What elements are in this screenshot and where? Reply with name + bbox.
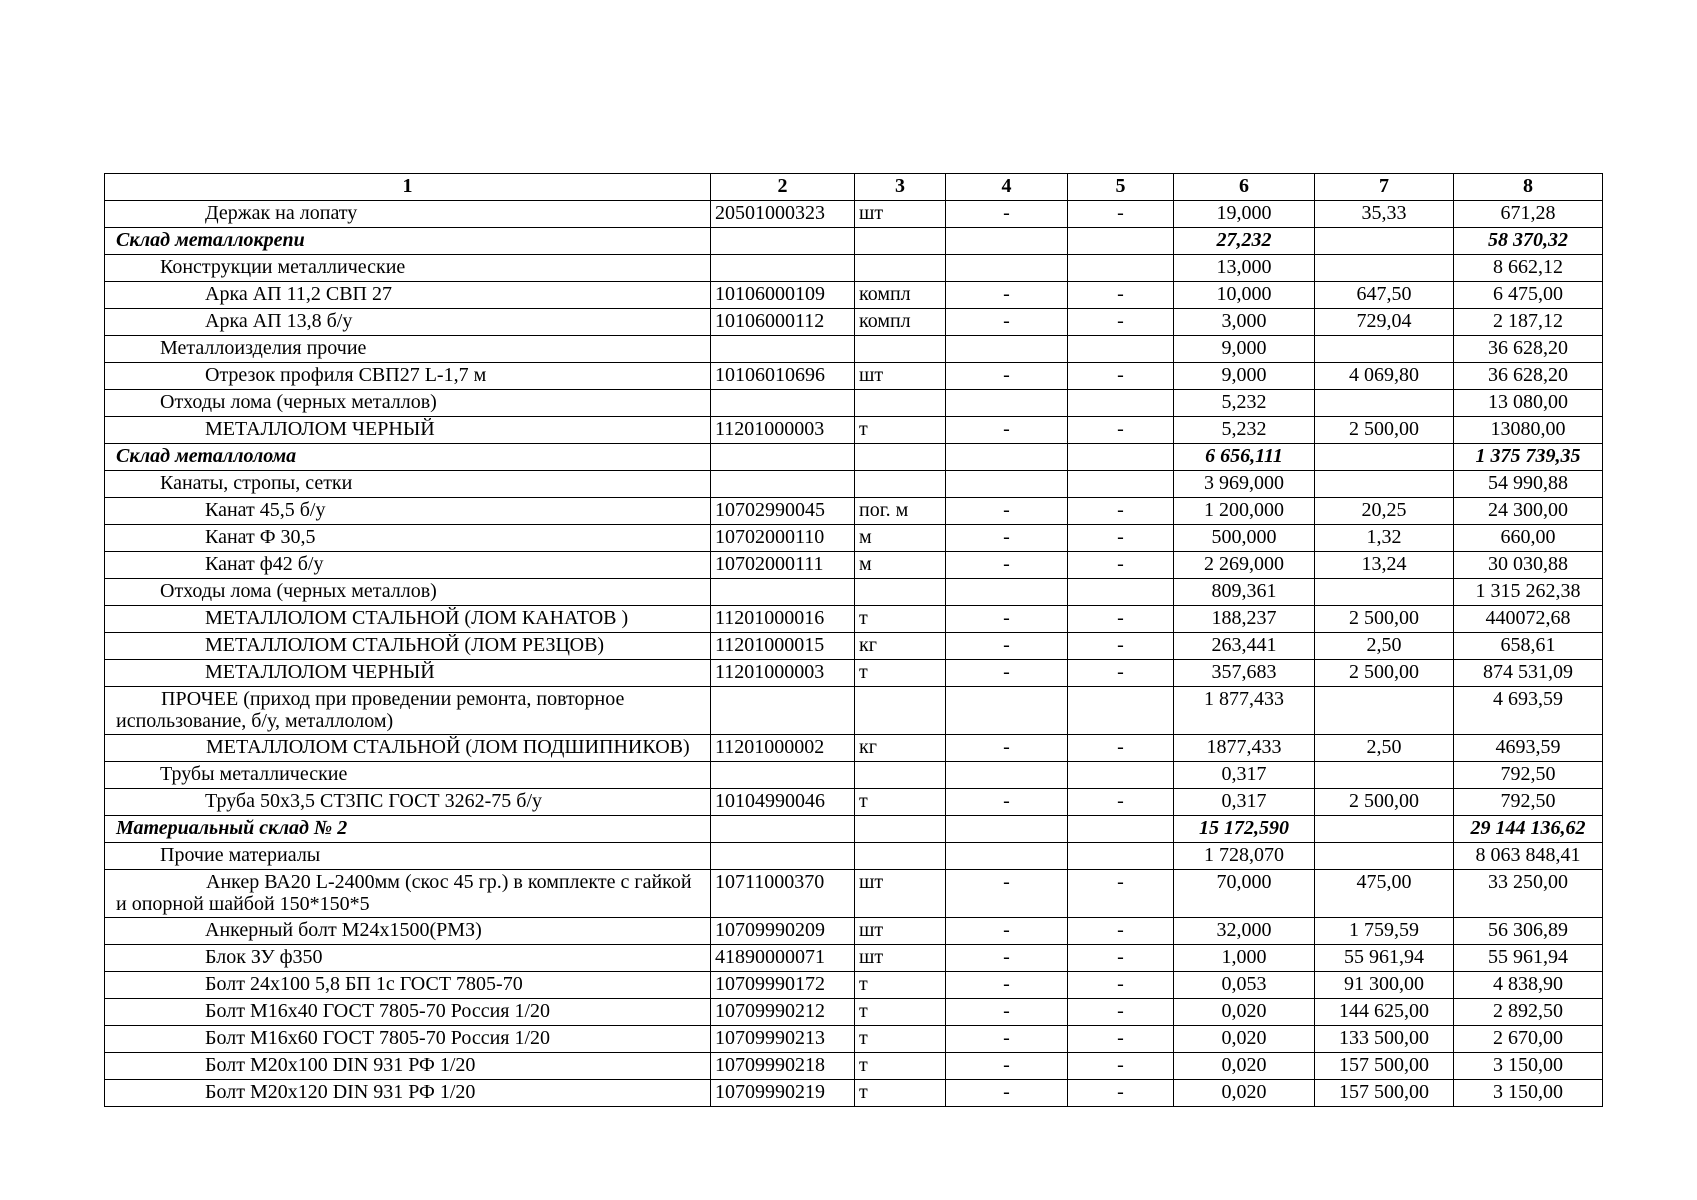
quantity-cell: 27,232 [1174, 228, 1315, 255]
sum-cell: 792,50 [1454, 789, 1603, 816]
price-cell: 4 069,80 [1315, 363, 1454, 390]
column-5-cell: - [1068, 999, 1174, 1026]
item-code-cell [711, 228, 855, 255]
sum-cell: 33 250,00 [1454, 870, 1603, 918]
column-5-cell: - [1068, 417, 1174, 444]
unit-cell: кг [855, 735, 946, 762]
sum-cell: 58 370,32 [1454, 228, 1603, 255]
item-code-cell: 11201000002 [711, 735, 855, 762]
table-header-row [105, 174, 1603, 201]
inventory-table [104, 173, 1603, 1107]
item-code-cell: 11201000003 [711, 417, 855, 444]
quantity-cell: 19,000 [1174, 201, 1315, 228]
item-code-cell: 10711000370 [711, 870, 855, 918]
column-header-7: 7 [1315, 174, 1454, 201]
price-cell: 2 500,00 [1315, 417, 1454, 444]
quantity-cell: 70,000 [1174, 870, 1315, 918]
unit-cell: т [855, 1053, 946, 1080]
price-cell: 20,25 [1315, 498, 1454, 525]
item-name-cell: МЕТАЛЛОЛОМ СТАЛЬНОЙ (ЛОМ КАНАТОВ ) [105, 606, 711, 633]
item-code-cell [711, 471, 855, 498]
section-row [105, 228, 1603, 255]
item-name-cell: Арка АП 13,8 б/у [105, 309, 711, 336]
item-code-cell: 10709990212 [711, 999, 855, 1026]
item-name-cell: Прочие материалы [105, 843, 711, 870]
price-cell: 55 961,94 [1315, 945, 1454, 972]
unit-cell: м [855, 525, 946, 552]
quantity-cell: 0,317 [1174, 789, 1315, 816]
item-code-cell [711, 579, 855, 606]
price-cell [1315, 228, 1454, 255]
group-row [105, 390, 1603, 417]
item-name-cell: Канаты, стропы, сетки [105, 471, 711, 498]
item-row [105, 918, 1603, 945]
column-4-cell [946, 228, 1068, 255]
unit-cell: т [855, 789, 946, 816]
section-row [105, 816, 1603, 843]
item-code-cell: 10709990209 [711, 918, 855, 945]
item-row [105, 309, 1603, 336]
item-code-cell: 41890000071 [711, 945, 855, 972]
column-4-cell [946, 843, 1068, 870]
item-name-cell: Болт М20х100 DIN 931 РФ 1/20 [105, 1053, 711, 1080]
item-name-cell: Арка АП 11,2 СВП 27 [105, 282, 711, 309]
item-code-cell: 11201000015 [711, 633, 855, 660]
column-4-cell: - [946, 606, 1068, 633]
unit-cell: т [855, 1026, 946, 1053]
quantity-cell: 0,053 [1174, 972, 1315, 999]
item-code-cell: 10709990218 [711, 1053, 855, 1080]
price-cell: 144 625,00 [1315, 999, 1454, 1026]
item-row [105, 870, 1603, 918]
price-cell: 133 500,00 [1315, 1026, 1454, 1053]
quantity-cell: 0,317 [1174, 762, 1315, 789]
unit-cell [855, 444, 946, 471]
unit-cell: компл [855, 309, 946, 336]
group-row [105, 579, 1603, 606]
sum-cell: 3 150,00 [1454, 1080, 1603, 1107]
item-name-cell: Склад металлокрепи [105, 228, 711, 255]
item-code-cell [711, 255, 855, 282]
sum-cell: 4 838,90 [1454, 972, 1603, 999]
item-code-cell [711, 336, 855, 363]
column-header-8: 8 [1454, 174, 1603, 201]
column-4-cell: - [946, 363, 1068, 390]
unit-cell: компл [855, 282, 946, 309]
unit-cell: кг [855, 633, 946, 660]
item-name-cell: МЕТАЛЛОЛОМ СТАЛЬНОЙ (ЛОМ РЕЗЦОВ) [105, 633, 711, 660]
item-name-cell: МЕТАЛЛОЛОМ ЧЕРНЫЙ [105, 660, 711, 687]
item-name-cell: МЕТАЛЛОЛОМ СТАЛЬНОЙ (ЛОМ ПОДШИПНИКОВ) [105, 735, 711, 762]
column-5-cell: - [1068, 309, 1174, 336]
unit-cell [855, 336, 946, 363]
quantity-cell: 357,683 [1174, 660, 1315, 687]
price-cell [1315, 843, 1454, 870]
group-row [105, 255, 1603, 282]
column-4-cell [946, 762, 1068, 789]
column-4-cell: - [946, 1053, 1068, 1080]
item-code-cell [711, 687, 855, 735]
price-cell: 2,50 [1315, 735, 1454, 762]
item-row [105, 999, 1603, 1026]
item-code-cell [711, 762, 855, 789]
sum-cell: 671,28 [1454, 201, 1603, 228]
group-row [105, 687, 1603, 735]
price-cell [1315, 687, 1454, 735]
item-code-cell [711, 843, 855, 870]
sum-cell: 54 990,88 [1454, 471, 1603, 498]
column-5-cell [1068, 471, 1174, 498]
item-name-cell: Отходы лома (черных металлов) [105, 579, 711, 606]
column-4-cell [946, 255, 1068, 282]
column-4-cell: - [946, 417, 1068, 444]
column-5-cell: - [1068, 972, 1174, 999]
unit-cell: шт [855, 945, 946, 972]
column-5-cell [1068, 336, 1174, 363]
column-4-cell: - [946, 1026, 1068, 1053]
column-5-cell: - [1068, 633, 1174, 660]
unit-cell: т [855, 972, 946, 999]
price-cell: 475,00 [1315, 870, 1454, 918]
sum-cell: 1 315 262,38 [1454, 579, 1603, 606]
column-4-cell: - [946, 633, 1068, 660]
quantity-cell: 5,232 [1174, 417, 1315, 444]
quantity-cell: 5,232 [1174, 390, 1315, 417]
column-5-cell: - [1068, 870, 1174, 918]
column-4-cell: - [946, 201, 1068, 228]
sum-cell: 24 300,00 [1454, 498, 1603, 525]
column-5-cell: - [1068, 552, 1174, 579]
item-row [105, 945, 1603, 972]
sum-cell: 2 670,00 [1454, 1026, 1603, 1053]
column-header-2: 2 [711, 174, 855, 201]
column-4-cell: - [946, 282, 1068, 309]
unit-cell: т [855, 999, 946, 1026]
sum-cell: 29 144 136,62 [1454, 816, 1603, 843]
unit-cell [855, 579, 946, 606]
column-5-cell: - [1068, 363, 1174, 390]
column-4-cell: - [946, 870, 1068, 918]
group-row [105, 843, 1603, 870]
quantity-cell: 2 269,000 [1174, 552, 1315, 579]
item-row [105, 417, 1603, 444]
item-name-cell: Блок ЗУ ф350 [105, 945, 711, 972]
quantity-cell: 6 656,111 [1174, 444, 1315, 471]
column-5-cell: - [1068, 918, 1174, 945]
sum-cell: 2 892,50 [1454, 999, 1603, 1026]
column-4-cell: - [946, 660, 1068, 687]
price-cell [1315, 336, 1454, 363]
unit-cell: т [855, 417, 946, 444]
sum-cell: 8 662,12 [1454, 255, 1603, 282]
item-code-cell: 10709990213 [711, 1026, 855, 1053]
document-page [104, 173, 1603, 1107]
unit-cell: шт [855, 918, 946, 945]
item-name-cell: Болт М16х40 ГОСТ 7805-70 Россия 1/20 [105, 999, 711, 1026]
item-name-cell: Склад металлолома [105, 444, 711, 471]
sum-cell: 660,00 [1454, 525, 1603, 552]
sum-cell: 2 187,12 [1454, 309, 1603, 336]
column-5-cell: - [1068, 606, 1174, 633]
item-name-cell: Отрезок профиля СВП27 L-1,7 м [105, 363, 711, 390]
column-4-cell [946, 390, 1068, 417]
column-5-cell: - [1068, 660, 1174, 687]
column-5-cell [1068, 228, 1174, 255]
group-row [105, 762, 1603, 789]
unit-cell: шт [855, 363, 946, 390]
sum-cell: 4693,59 [1454, 735, 1603, 762]
item-row [105, 552, 1603, 579]
column-5-cell [1068, 579, 1174, 606]
item-row [105, 282, 1603, 309]
item-name-cell: Металлоизделия прочие [105, 336, 711, 363]
item-row [105, 363, 1603, 390]
item-name-cell: Канат 45,5 б/у [105, 498, 711, 525]
column-5-cell [1068, 444, 1174, 471]
column-4-cell [946, 336, 1068, 363]
price-cell [1315, 390, 1454, 417]
sum-cell: 13 080,00 [1454, 390, 1603, 417]
price-cell: 2 500,00 [1315, 789, 1454, 816]
item-row [105, 1026, 1603, 1053]
item-name-cell: Конструкции металлические [105, 255, 711, 282]
price-cell: 1 759,59 [1315, 918, 1454, 945]
unit-cell [855, 762, 946, 789]
column-4-cell [946, 471, 1068, 498]
column-4-cell [946, 687, 1068, 735]
item-row [105, 606, 1603, 633]
item-code-cell: 11201000003 [711, 660, 855, 687]
column-4-cell: - [946, 945, 1068, 972]
quantity-cell: 32,000 [1174, 918, 1315, 945]
column-5-cell [1068, 762, 1174, 789]
quantity-cell: 809,361 [1174, 579, 1315, 606]
item-row [105, 633, 1603, 660]
column-5-cell: - [1068, 282, 1174, 309]
unit-cell: шт [855, 870, 946, 918]
column-5-cell: - [1068, 1053, 1174, 1080]
column-4-cell: - [946, 552, 1068, 579]
sum-cell: 6 475,00 [1454, 282, 1603, 309]
section-row [105, 444, 1603, 471]
sum-cell: 1 375 739,35 [1454, 444, 1603, 471]
item-code-cell: 10702000111 [711, 552, 855, 579]
column-header-5: 5 [1068, 174, 1174, 201]
unit-cell: шт [855, 201, 946, 228]
item-row [105, 525, 1603, 552]
item-name-cell: ПРОЧЕЕ (приход при проведении ремонта, повторное использование, б/у, металлолом) [105, 687, 711, 735]
quantity-cell: 15 172,590 [1174, 816, 1315, 843]
sum-cell: 3 150,00 [1454, 1053, 1603, 1080]
unit-cell [855, 255, 946, 282]
sum-cell: 440072,68 [1454, 606, 1603, 633]
column-4-cell: - [946, 918, 1068, 945]
column-5-cell: - [1068, 735, 1174, 762]
price-cell [1315, 444, 1454, 471]
price-cell: 647,50 [1315, 282, 1454, 309]
column-5-cell: - [1068, 945, 1174, 972]
sum-cell: 4 693,59 [1454, 687, 1603, 735]
item-code-cell [711, 390, 855, 417]
sum-cell: 36 628,20 [1454, 336, 1603, 363]
column-4-cell [946, 444, 1068, 471]
quantity-cell: 3 969,000 [1174, 471, 1315, 498]
price-cell: 2 500,00 [1315, 660, 1454, 687]
item-code-cell: 10106000112 [711, 309, 855, 336]
column-4-cell: - [946, 1080, 1068, 1107]
item-code-cell: 20501000323 [711, 201, 855, 228]
unit-cell: пог. м [855, 498, 946, 525]
column-4-cell: - [946, 309, 1068, 336]
column-5-cell: - [1068, 498, 1174, 525]
quantity-cell: 9,000 [1174, 363, 1315, 390]
quantity-cell: 0,020 [1174, 999, 1315, 1026]
item-code-cell: 10709990172 [711, 972, 855, 999]
quantity-cell: 9,000 [1174, 336, 1315, 363]
unit-cell: т [855, 606, 946, 633]
item-row [105, 972, 1603, 999]
group-row [105, 336, 1603, 363]
unit-cell [855, 228, 946, 255]
column-5-cell [1068, 816, 1174, 843]
item-name-cell: Трубы металлические [105, 762, 711, 789]
price-cell [1315, 579, 1454, 606]
quantity-cell: 188,237 [1174, 606, 1315, 633]
item-code-cell: 10104990046 [711, 789, 855, 816]
column-4-cell [946, 579, 1068, 606]
column-5-cell: - [1068, 201, 1174, 228]
sum-cell: 56 306,89 [1454, 918, 1603, 945]
sum-cell: 13080,00 [1454, 417, 1603, 444]
item-row [105, 498, 1603, 525]
quantity-cell: 3,000 [1174, 309, 1315, 336]
column-4-cell: - [946, 525, 1068, 552]
sum-cell: 792,50 [1454, 762, 1603, 789]
item-row [105, 660, 1603, 687]
sum-cell: 874 531,09 [1454, 660, 1603, 687]
price-cell: 157 500,00 [1315, 1080, 1454, 1107]
item-row [105, 1080, 1603, 1107]
price-cell [1315, 255, 1454, 282]
quantity-cell: 0,020 [1174, 1026, 1315, 1053]
quantity-cell: 500,000 [1174, 525, 1315, 552]
column-4-cell: - [946, 735, 1068, 762]
quantity-cell: 1 728,070 [1174, 843, 1315, 870]
quantity-cell: 10,000 [1174, 282, 1315, 309]
item-name-cell: Материальный склад № 2 [105, 816, 711, 843]
item-name-cell: Отходы лома (черных металлов) [105, 390, 711, 417]
quantity-cell: 0,020 [1174, 1080, 1315, 1107]
column-header-1: 1 [105, 174, 711, 201]
column-4-cell: - [946, 972, 1068, 999]
item-code-cell [711, 444, 855, 471]
price-cell: 35,33 [1315, 201, 1454, 228]
item-code-cell: 10702000110 [711, 525, 855, 552]
item-code-cell: 10106010696 [711, 363, 855, 390]
unit-cell [855, 471, 946, 498]
unit-cell: т [855, 660, 946, 687]
sum-cell: 36 628,20 [1454, 363, 1603, 390]
quantity-cell: 263,441 [1174, 633, 1315, 660]
unit-cell [855, 390, 946, 417]
sum-cell: 8 063 848,41 [1454, 843, 1603, 870]
price-cell: 13,24 [1315, 552, 1454, 579]
column-4-cell [946, 816, 1068, 843]
item-name-cell: Канат ф42 б/у [105, 552, 711, 579]
sum-cell: 30 030,88 [1454, 552, 1603, 579]
quantity-cell: 1 877,433 [1174, 687, 1315, 735]
column-5-cell: - [1068, 789, 1174, 816]
item-name-cell: Болт 24х100 5,8 БП 1с ГОСТ 7805-70 [105, 972, 711, 999]
column-header-6: 6 [1174, 174, 1315, 201]
item-code-cell: 10702990045 [711, 498, 855, 525]
unit-cell [855, 843, 946, 870]
item-code-cell: 10106000109 [711, 282, 855, 309]
column-5-cell: - [1068, 1080, 1174, 1107]
item-name-cell: МЕТАЛЛОЛОМ ЧЕРНЫЙ [105, 417, 711, 444]
column-4-cell: - [946, 999, 1068, 1026]
item-name-cell: Болт М16х60 ГОСТ 7805-70 Россия 1/20 [105, 1026, 711, 1053]
item-name-cell: Канат Ф 30,5 [105, 525, 711, 552]
column-5-cell [1068, 843, 1174, 870]
item-code-cell [711, 816, 855, 843]
column-header-4: 4 [946, 174, 1068, 201]
column-5-cell [1068, 687, 1174, 735]
unit-cell: т [855, 1080, 946, 1107]
item-name-cell: Труба 50х3,5 СТ3ПС ГОСТ 3262-75 б/у [105, 789, 711, 816]
group-row [105, 471, 1603, 498]
column-header-3: 3 [855, 174, 946, 201]
item-row [105, 201, 1603, 228]
price-cell: 91 300,00 [1315, 972, 1454, 999]
unit-cell [855, 816, 946, 843]
item-row [105, 789, 1603, 816]
price-cell: 2,50 [1315, 633, 1454, 660]
item-name-cell: Анкер ВА20 L-2400мм (скос 45 гр.) в комплекте с гайкой и опорной шайбой 150*150*5 [105, 870, 711, 918]
unit-cell [855, 687, 946, 735]
quantity-cell: 13,000 [1174, 255, 1315, 282]
column-4-cell: - [946, 498, 1068, 525]
item-row [105, 735, 1603, 762]
price-cell [1315, 816, 1454, 843]
quantity-cell: 0,020 [1174, 1053, 1315, 1080]
item-row [105, 1053, 1603, 1080]
price-cell: 2 500,00 [1315, 606, 1454, 633]
price-cell: 729,04 [1315, 309, 1454, 336]
price-cell: 157 500,00 [1315, 1053, 1454, 1080]
quantity-cell: 1 200,000 [1174, 498, 1315, 525]
price-cell: 1,32 [1315, 525, 1454, 552]
item-code-cell: 10709990219 [711, 1080, 855, 1107]
column-5-cell [1068, 255, 1174, 282]
column-5-cell: - [1068, 1026, 1174, 1053]
item-name-cell: Анкерный болт М24х1500(РМЗ) [105, 918, 711, 945]
quantity-cell: 1,000 [1174, 945, 1315, 972]
item-code-cell: 11201000016 [711, 606, 855, 633]
column-5-cell: - [1068, 525, 1174, 552]
column-5-cell [1068, 390, 1174, 417]
price-cell [1315, 762, 1454, 789]
unit-cell: м [855, 552, 946, 579]
column-4-cell: - [946, 789, 1068, 816]
sum-cell: 55 961,94 [1454, 945, 1603, 972]
item-name-cell: Болт М20х120 DIN 931 РФ 1/20 [105, 1080, 711, 1107]
sum-cell: 658,61 [1454, 633, 1603, 660]
item-name-cell: Держак на лопату [105, 201, 711, 228]
price-cell [1315, 471, 1454, 498]
quantity-cell: 1877,433 [1174, 735, 1315, 762]
